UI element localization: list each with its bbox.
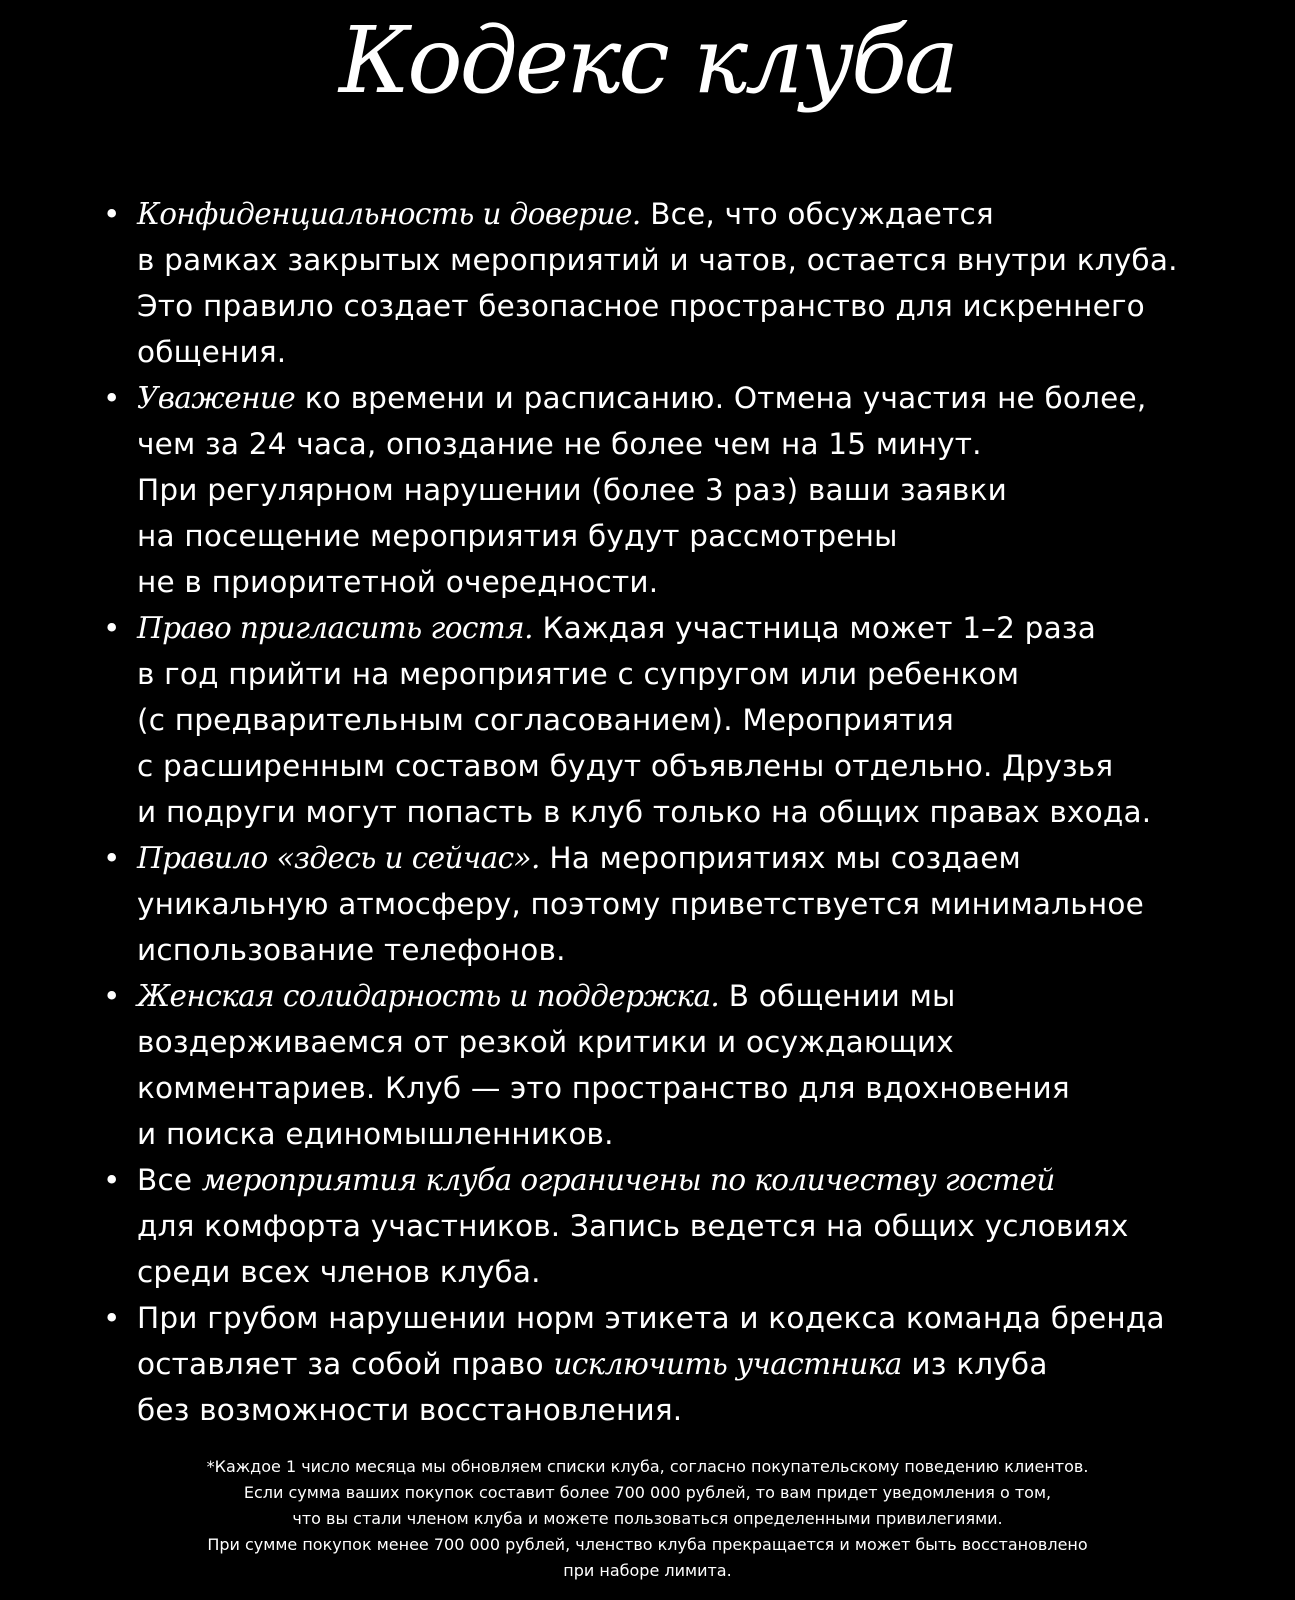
rule-text: Все [137,1163,202,1197]
bullet-icon: • [103,1163,121,1197]
rule-text: в год прийти на мероприятие с супругом или ребенком [137,657,1020,691]
rule-line [137,651,1278,697]
rule-emphasis: Право пригласить гостя. [137,611,533,645]
rule-text: В общении мы [719,979,956,1013]
rule-text: При грубом нарушении норм этикета и кодекса команда бренда [137,1301,1165,1335]
bullet-icon: • [103,611,121,645]
rule-item [103,1157,1278,1295]
rule-text: чем за 24 часа, опоздание не более чем на 15 минут. [137,427,982,461]
footnote-line: Если сумма ваших покупок составит более 700 000 рублей, то вам придет уведомления о том, [243,1483,1052,1502]
rule-text: для комфорта участников. Запись ведется на общих условиях [137,1209,1129,1243]
rule-text: ко времени и расписанию. Отмена участия не более, [295,381,1147,415]
rule-item [103,375,1278,605]
rule-emphasis: Конфиденциальность и доверие. [137,197,641,231]
rule-item [103,973,1278,1157]
rule-line [137,1111,1278,1157]
bullet-icon: • [103,1301,121,1335]
rule-text: и подруги могут попасть в клуб только на общих правах входа. [137,795,1152,829]
rule-line [137,283,1278,329]
rule-text: на посещение мероприятия будут рассмотрены [137,519,898,553]
rule-item [103,191,1278,375]
rule-line [137,421,1278,467]
rule-text: (с предварительным согласованием). Мероприятия [137,703,954,737]
rule-line [137,1341,1278,1387]
rule-line [137,329,1278,375]
rule-line [137,513,1278,559]
rule-line [137,1295,1278,1341]
rule-line [137,191,1278,237]
rule-text: не в приоритетной очередности. [137,565,659,599]
rule-text: комментариев. Клуб — это пространство для вдохновения [137,1071,1070,1105]
footnote-line: *Каждое 1 число месяца мы обновляем списки клуба, согласно покупательскому поведению клиентов. [206,1457,1089,1476]
rule-line [137,1019,1278,1065]
rule-item [103,835,1278,973]
rule-line [137,1157,1278,1203]
rule-line [137,1387,1278,1433]
rule-line [137,467,1278,513]
rule-item [103,605,1278,835]
rule-emphasis: исключить участника [553,1347,902,1381]
footnote-line: При сумме покупок менее 700 000 рублей, членство клуба прекращается и может быть восстановлено [207,1535,1088,1554]
rule-line [137,1065,1278,1111]
rule-line [137,1249,1278,1295]
rule-line [137,743,1278,789]
page-title: Кодекс клуба [339,7,956,114]
rule-text: и поиска единомышленников. [137,1117,614,1151]
rule-text: среди всех членов клуба. [137,1255,541,1289]
rule-line [137,375,1278,421]
bullet-icon: • [103,381,121,415]
rule-line [137,835,1278,881]
rule-line [137,237,1278,283]
rule-text: без возможности восстановления. [137,1393,683,1427]
rule-text: уникальную атмосферу, поэтому приветствуется минимальное [137,887,1144,921]
rule-text: общения. [137,335,287,369]
rule-text: оставляет за собой право [137,1347,554,1381]
bullet-icon: • [103,979,121,1013]
rule-text: использование телефонов. [137,933,566,967]
rule-line [137,697,1278,743]
rule-text: из клуба [901,1347,1048,1381]
rule-text: воздерживаемся от резкой критики и осуждающих [137,1025,954,1059]
rule-emphasis: Женская солидарность и поддержка. [137,979,720,1013]
rule-line [137,789,1278,835]
rule-emphasis: Уважение [137,381,296,415]
bullet-icon: • [103,197,121,231]
footnote [0,1454,1295,1584]
rule-text: Каждая участница может 1–2 раза [532,611,1097,645]
rule-line [137,973,1278,1019]
rule-line [137,881,1278,927]
bullet-icon: • [103,841,121,875]
footnote-line: при наборе лимита. [563,1561,732,1580]
rule-emphasis: мероприятия клуба ограничены по количеству гостей [201,1163,1055,1197]
rule-item [103,1295,1278,1433]
rule-line [137,605,1278,651]
rule-line [137,1203,1278,1249]
rule-line [137,559,1278,605]
footnote-line: что вы стали членом клуба и можете пользоваться определенными привилегиями. [292,1509,1003,1528]
rule-text: Это правило создает безопасное пространство для искреннего [137,289,1145,323]
rule-text: Все, что обсуждается [640,197,994,231]
rule-text: в рамках закрытых мероприятий и чатов, остается внутри клуба. [137,243,1178,277]
rule-line [137,927,1278,973]
rule-emphasis: Правило «здесь и сейчас». [137,841,540,875]
rule-text: На мероприятиях мы создаем [539,841,1022,875]
rule-text: При регулярном нарушении (более 3 раз) ваши заявки [137,473,1007,507]
rule-text: с расширенным составом будут объявлены отдельно. Друзья [137,749,1114,783]
rules-list [103,191,1278,1433]
